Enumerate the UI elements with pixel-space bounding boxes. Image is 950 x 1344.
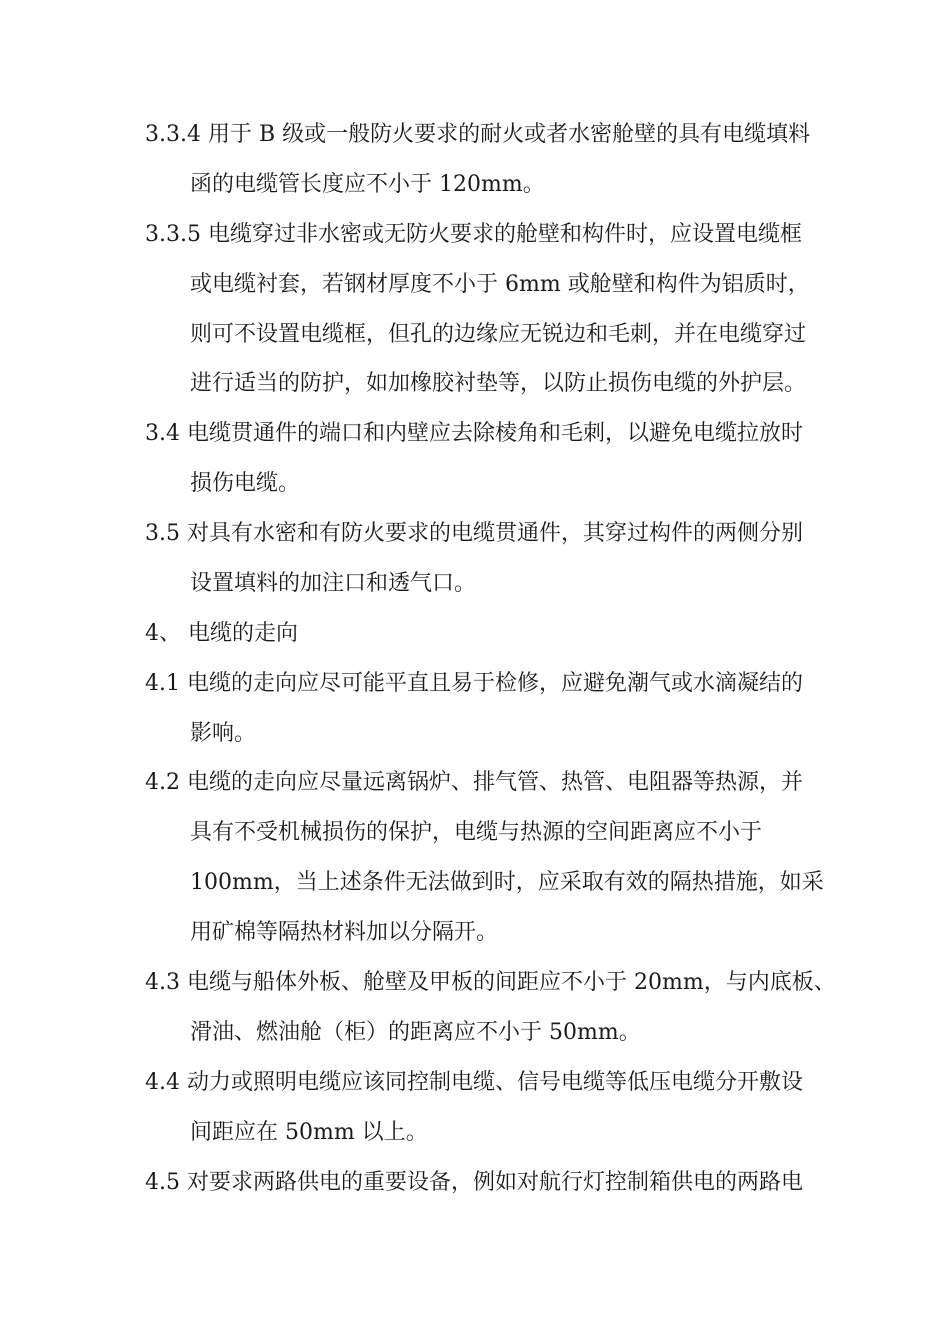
text-line: 损伤电缆。 (190, 471, 301, 496)
text-line: 4.5 对要求两路供电的重要设备，例如对航行灯控制箱供电的两路电 (145, 1170, 803, 1195)
text-line: 3.5 对具有水密和有防火要求的电缆贯通件，其穿过构件的两侧分别 (145, 521, 803, 546)
text-line: 设置填料的加注口和透气口。 (190, 571, 477, 596)
text-line: 影响。 (190, 721, 257, 746)
text-line: 滑油、燃油舱（柜）的距离应不小于 50mm。 (190, 1020, 641, 1045)
text-line: 函的电缆管长度应不小于 120mm。 (190, 172, 545, 197)
text-line: 或电缆衬套，若钢材厚度不小于 6mm 或舱壁和构件为铝质时， (190, 272, 810, 297)
section-heading: 4、 电缆的走向 (145, 621, 298, 646)
text-line: 4.2 电缆的走向应尽量远离锅炉、排气管、热管、电阻器等热源，并 (145, 770, 803, 795)
text-line: 用矿棉等隔热材料加以分隔开。 (190, 920, 499, 945)
text-line: 4.4 动力或照明电缆应该同控制电缆、信号电缆等低压电缆分开敷设 (145, 1070, 803, 1095)
text-line: 间距应在 50mm 以上。 (190, 1120, 428, 1145)
text-line: 进行适当的防护，如加橡胶衬垫等，以防止损伤电缆的外护层。 (190, 371, 807, 396)
text-line: 4.1 电缆的走向应尽可能平直且易于检修，应避免潮气或水滴凝结的 (145, 671, 803, 696)
text-line: 3.3.4 用于 B 级或一般防火要求的耐火或者水密舱壁的具有电缆填料 (145, 122, 811, 147)
text-line: 具有不受机械损伤的保护，电缆与热源的空间距离应不小于 (190, 820, 763, 845)
text-line: 100mm，当上述条件无法做到时，应采取有效的隔热措施，如采 (190, 870, 824, 895)
text-line: 3.3.5 电缆穿过非水密或无防火要求的舱壁和构件时，应设置电缆框 (145, 222, 802, 247)
text-line: 3.4 电缆贯通件的端口和内壁应去除棱角和毛刺，以避免电缆拉放时 (145, 421, 803, 446)
text-line: 则可不设置电缆框，但孔的边缘应无锐边和毛刺，并在电缆穿过 (190, 322, 807, 347)
text-line: 4.3 电缆与船体外板、舱壁及甲板的间距应不小于 20mm，与内底板、 (145, 970, 836, 995)
